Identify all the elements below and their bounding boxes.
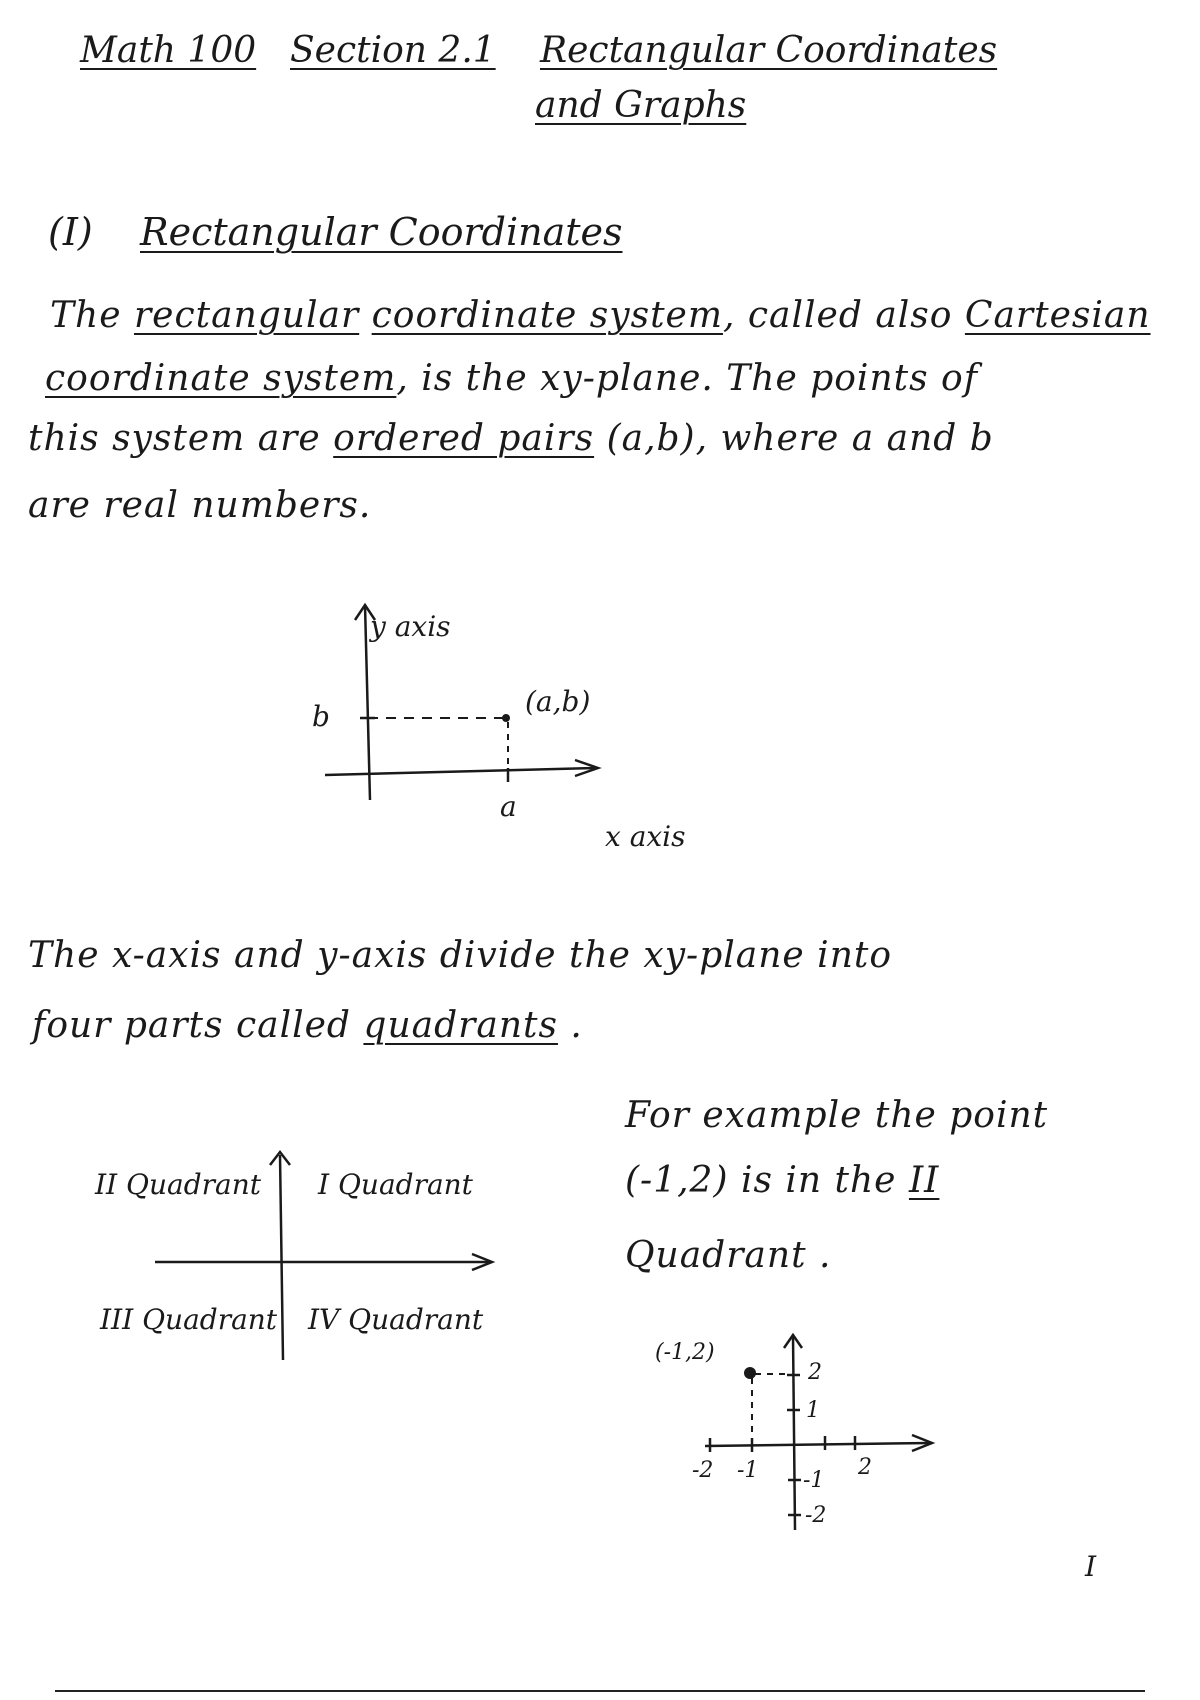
term-ordered-pairs: ordered pairs — [333, 418, 595, 459]
word: , is the xy-plane. The points of — [396, 358, 979, 399]
example-y-axis — [793, 1335, 795, 1530]
x-axis-label: x axis — [605, 820, 686, 853]
section-heading: Rectangular Coordinates — [140, 210, 623, 254]
page-title-line1: Rectangular Coordinates — [540, 30, 998, 71]
word: four parts called — [32, 1005, 351, 1046]
word: The — [50, 295, 122, 336]
term-rectangular: rectangular — [133, 295, 360, 336]
word: this system are — [28, 418, 321, 459]
example-x-axis — [705, 1443, 930, 1446]
word: , called also — [722, 295, 953, 336]
paragraph-2-line1: The x-axis and y-axis divide the xy-plane into — [28, 935, 893, 976]
example-point-label: (-1,2) — [655, 1340, 715, 1365]
quadrant-III-label: III Quadrant — [100, 1303, 278, 1336]
term-quadrants: quadrants — [363, 1005, 558, 1046]
section-label: Section 2.1 — [290, 30, 496, 71]
x-tick-label-neg2: -2 — [692, 1458, 714, 1483]
term-coordinate-system: coordinate system — [371, 295, 723, 336]
word: (a,b), where a and b — [606, 418, 994, 459]
y-tick-label-neg2: -2 — [805, 1503, 827, 1528]
page-title-line2: and Graphs — [535, 85, 747, 126]
term-cartesian: Cartesian — [964, 295, 1151, 336]
example-line3: Quadrant . — [625, 1235, 832, 1276]
y-tick-label-2: 2 — [808, 1360, 822, 1385]
word: . — [570, 1005, 583, 1046]
term-coordinate-system-2: coordinate system — [45, 358, 397, 399]
quadrant-roman: II — [908, 1160, 940, 1201]
example-point — [744, 1367, 756, 1379]
y-tick-label-1: 1 — [806, 1398, 820, 1423]
x-tick-label-neg1: -1 — [737, 1458, 759, 1483]
y-tick-label-neg1: -1 — [803, 1468, 825, 1493]
paragraph-1-line4: are real numbers. — [28, 485, 372, 526]
quadrant-II-label: II Quadrant — [95, 1168, 261, 1201]
quadrant-IV-label: IV Quadrant — [308, 1303, 484, 1336]
x-tick-label-2: 2 — [858, 1455, 872, 1480]
point-ab-label: (a,b) — [525, 685, 591, 718]
example-line1: For example the point — [625, 1095, 1049, 1136]
word: (-1,2) is in the — [625, 1160, 897, 1201]
a-label: a — [500, 790, 517, 823]
page-mark: I — [1085, 1550, 1097, 1583]
bottom-rule — [55, 1690, 1145, 1692]
course-label: Math 100 — [80, 30, 257, 71]
y-axis-label: y axis — [370, 610, 451, 643]
quadrant-I-label: I Quadrant — [318, 1168, 473, 1201]
section-number: (I) — [48, 210, 93, 254]
b-label: b — [312, 700, 330, 733]
